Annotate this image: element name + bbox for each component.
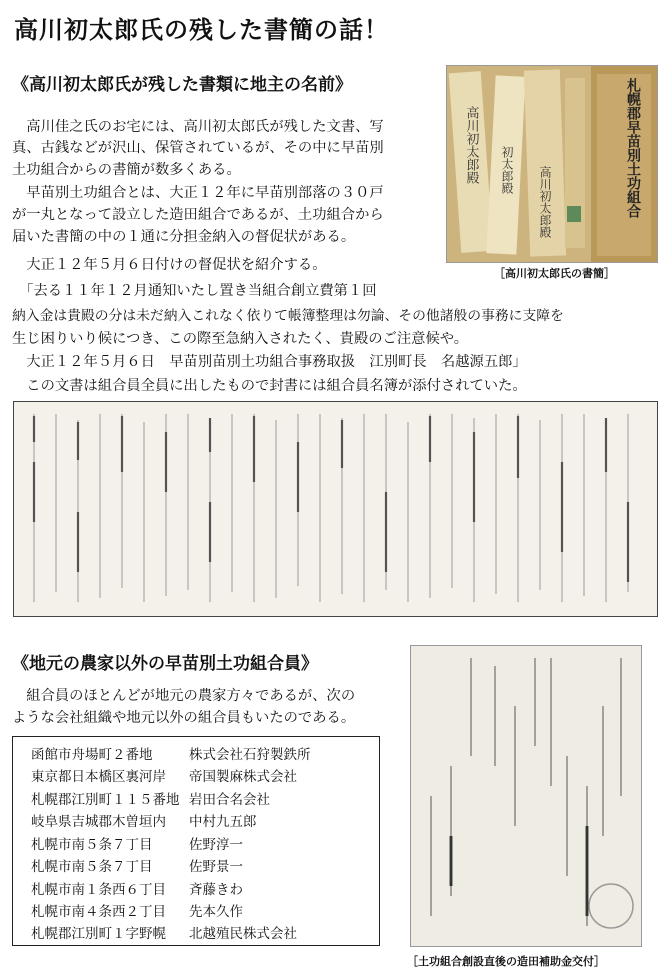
member-name: 帝国製麻株式会社	[189, 769, 297, 785]
para-line: 組合員のほとんどが地元の農家方々であるが、次の	[12, 688, 356, 704]
member-address: 函館市舟場町２番地	[31, 747, 153, 763]
member-name: 中村九五郎	[189, 814, 257, 830]
subsidy-document-caption: ［土功組合創設直後の造田補助金交付］	[407, 955, 605, 968]
member-address: 札幌市南１条西６丁目	[31, 882, 166, 898]
member-row	[31, 900, 243, 920]
para-line: ような会社組織や地元以外の組合員もいたのである。	[12, 710, 356, 726]
member-row	[31, 743, 311, 763]
subsidy-document-scan	[410, 645, 642, 947]
member-name: 佐野景一	[189, 859, 243, 875]
subsidy-document-image	[411, 646, 641, 946]
member-address: 東京都日本橋区裏河岸	[31, 769, 166, 785]
member-name: 斉藤きわ	[189, 882, 243, 898]
member-address: 岐阜県吉城郡木曽垣内	[31, 814, 166, 830]
para-line: 高川佳之氏のお宅には、高川初太郎氏が残した文書、写	[12, 119, 384, 135]
member-row	[31, 788, 270, 808]
para-line: 大正１２年５月６日付けの督促状を紹介する。	[12, 257, 327, 273]
para-line: 早苗別土功組合とは、大正１２年に早苗別部落の３０戸	[12, 185, 384, 201]
section1-heading: 《高川初太郎氏が残した書類に地主の名前》	[12, 75, 352, 95]
para-line: 生じ困りいり候につき、この際至急納入されたく、貴殿のご注意候や。	[12, 331, 469, 347]
member-row	[31, 878, 243, 898]
member-address: 札幌郡江別町１字野幌	[31, 926, 166, 942]
member-row	[31, 833, 243, 853]
para-line: 届いた書簡の中の１通に分担金納入の督促状がある。	[12, 229, 356, 245]
para-line: 大正１２年５月６日 早苗別苗別土功組合事務取扱 江別町長 名越源五郎」	[12, 354, 527, 370]
member-list-scan	[13, 401, 658, 617]
member-row	[31, 855, 243, 875]
member-name: 先本久作	[189, 904, 243, 920]
member-address: 札幌市南５条７丁目	[31, 859, 153, 875]
member-row	[31, 765, 297, 785]
para-line: 真、古銭などが沢山、保管されているが、その中に早苗別	[12, 140, 384, 156]
members-table	[12, 736, 380, 946]
photo-label: 札幌郡早苗別土功組合	[625, 78, 641, 218]
member-name: 北越殖民株式会社	[189, 926, 297, 942]
svg-text:高川初太郎殿: 高川初太郎殿	[538, 166, 552, 238]
svg-text:高川初太郎殿: 高川初太郎殿	[463, 106, 479, 184]
para-line: 納入金は貴殿の分は未だ納入これなく依りて帳簿整理は勿論、その他諸般の事務に支障を	[12, 308, 564, 324]
member-address: 札幌市南４条西２丁目	[31, 904, 166, 920]
member-name: 佐野淳一	[189, 837, 243, 853]
member-address: 札幌市南５条７丁目	[31, 837, 153, 853]
svg-text:初太郎殿: 初太郎殿	[500, 146, 514, 194]
para-line: 土功組合からの書簡が数多くある。	[12, 162, 241, 178]
para-line: が一丸となって設立した造田組合であるが、土功組合から	[12, 207, 384, 223]
member-address: 札幌郡江別町１１５番地	[31, 792, 180, 808]
member-name: 株式会社石狩製鉄所	[189, 747, 311, 763]
page-title: 高川初太郎氏の残した書簡の話！	[14, 16, 389, 44]
para-line: この文書は組合員全員に出したもので封書には組合員名簿が添付されていた。	[12, 378, 527, 394]
letters-photo	[446, 65, 658, 263]
member-row	[31, 810, 257, 830]
section2-heading: 《地元の農家以外の早苗別土功組合員》	[12, 654, 318, 674]
member-list-scan-image	[14, 402, 657, 616]
member-row	[31, 922, 297, 942]
letters-photo-caption: ［高川初太郎氏の書簡］	[494, 267, 615, 280]
member-name: 岩田合名会社	[189, 792, 270, 808]
para-line: 「去る１１年１２月通知いたし置き当組合創立費第１回	[12, 283, 377, 299]
